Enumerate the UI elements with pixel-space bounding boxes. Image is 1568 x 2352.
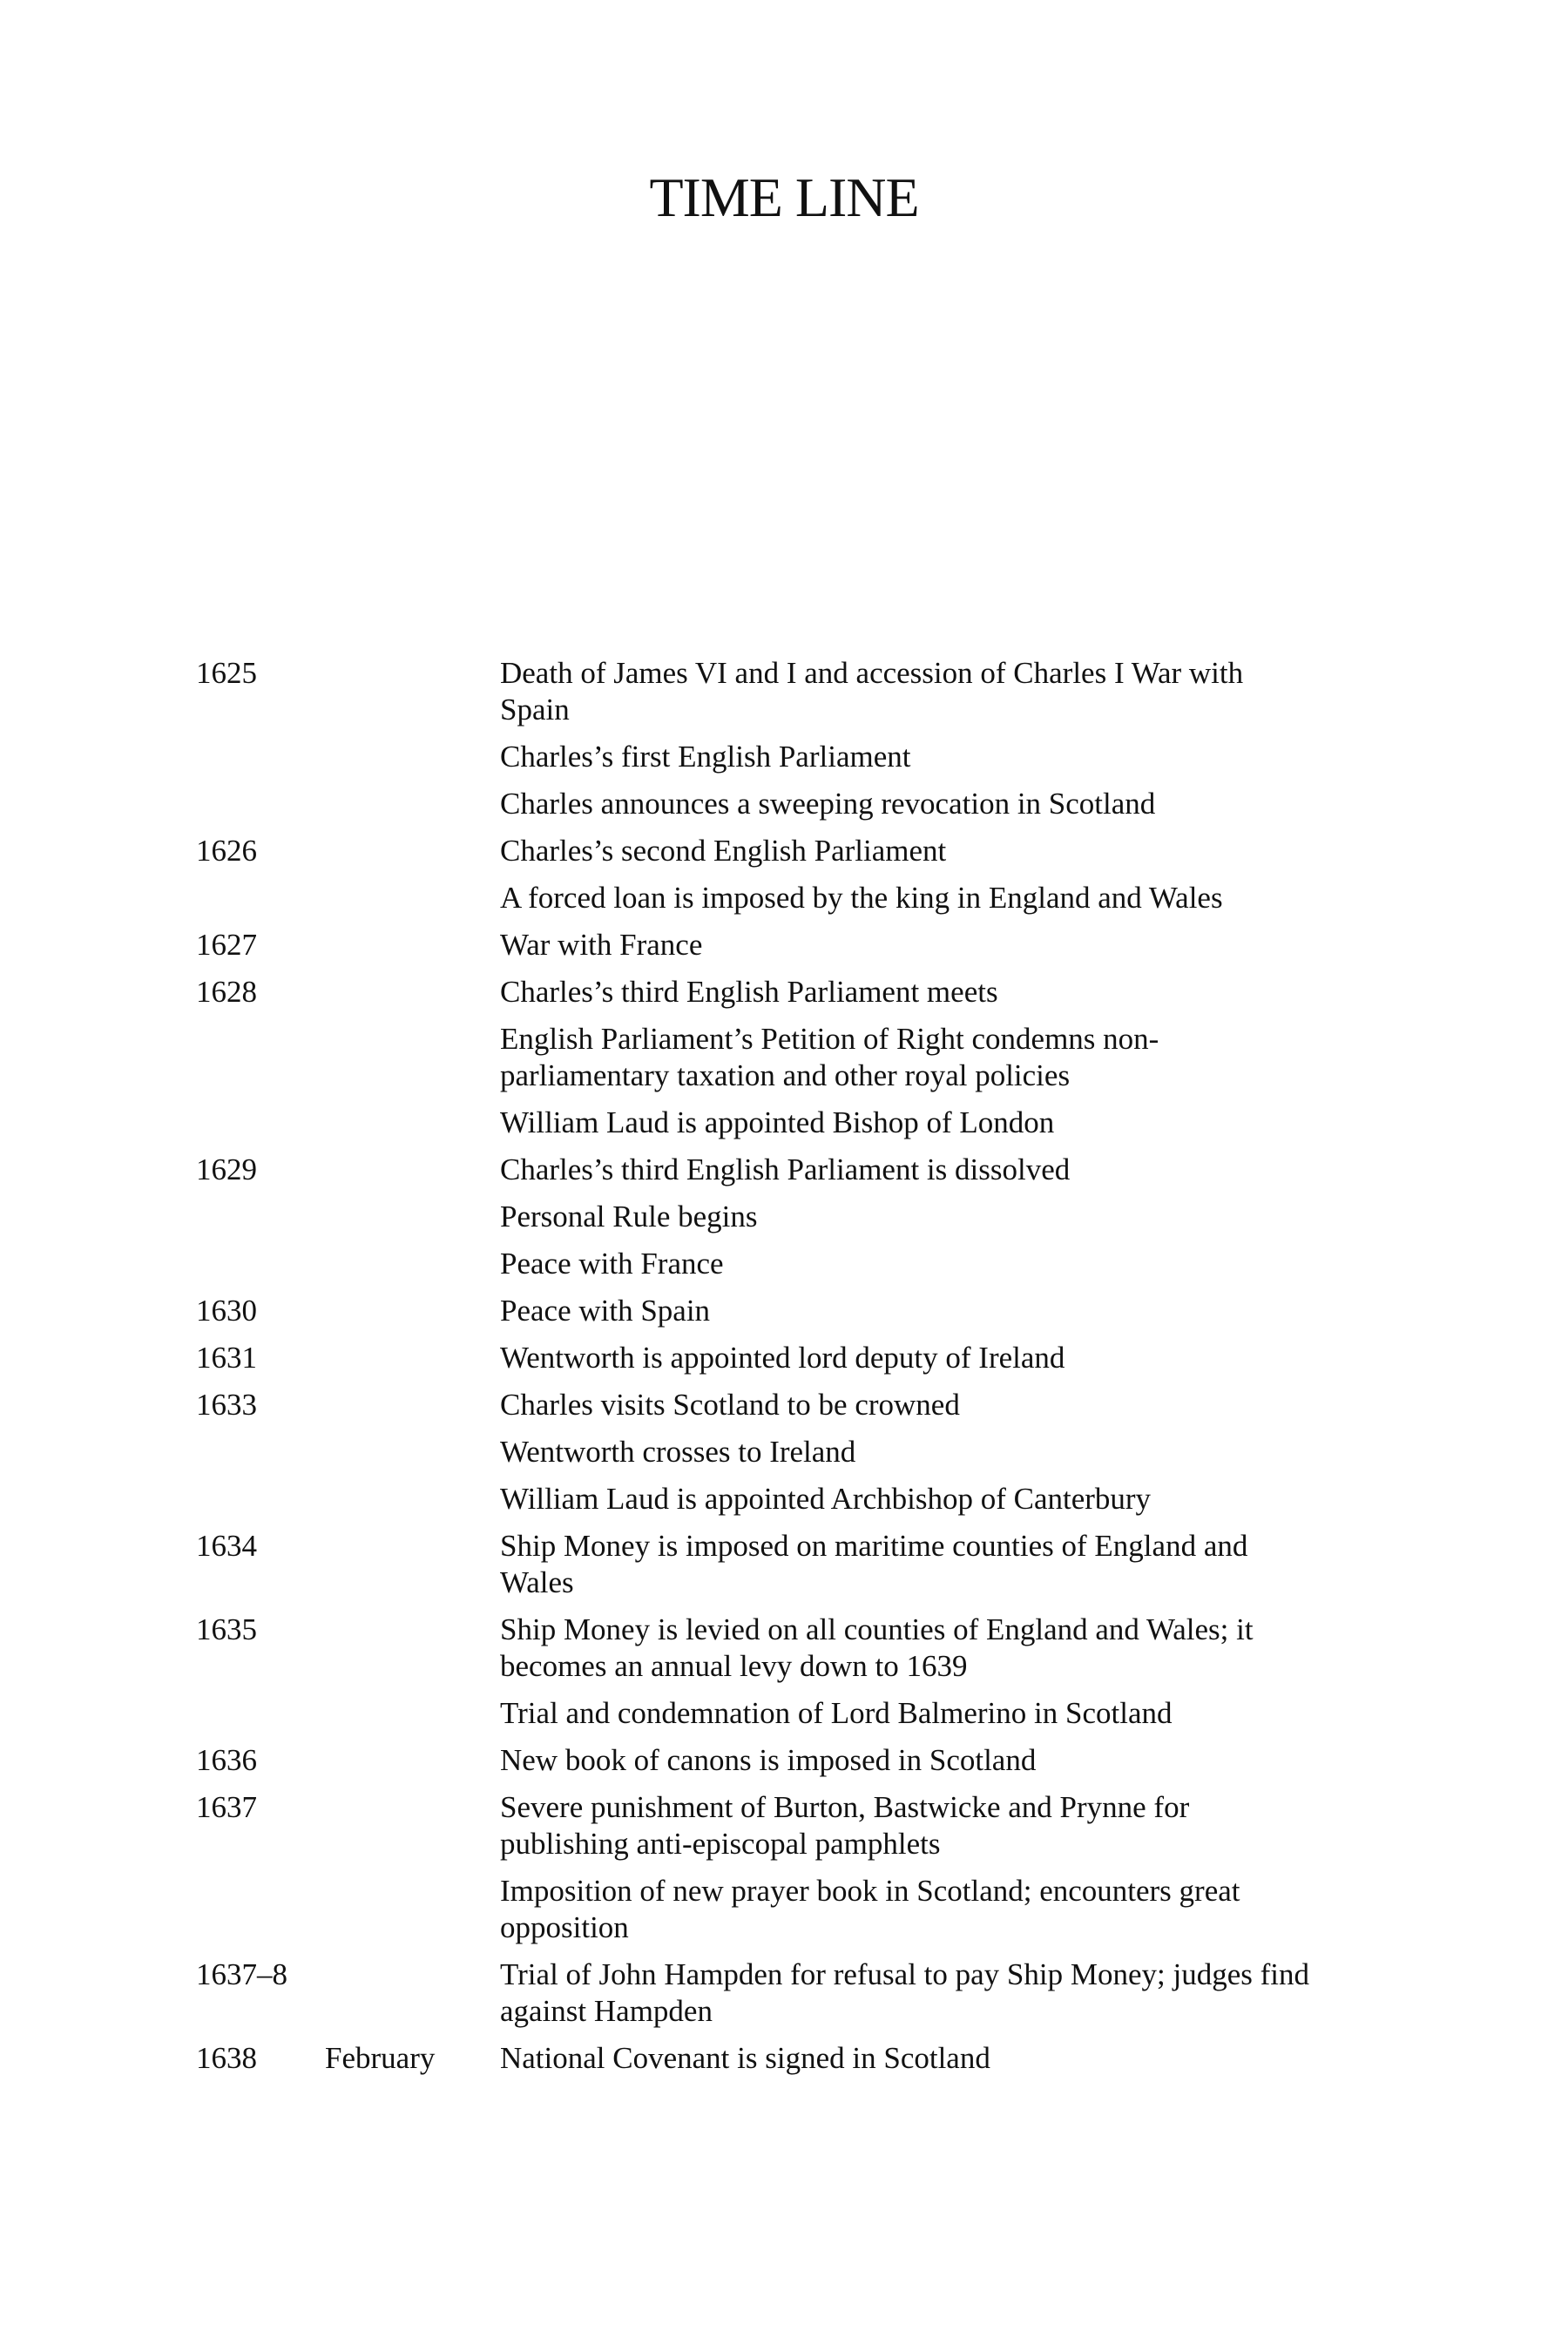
timeline-event: William Laud is appointed Bishop of London (500, 1105, 1055, 1139)
timeline-row (196, 1434, 1328, 1470)
timeline-event: Personal Rule begins (500, 1200, 758, 1233)
timeline-event: English Parliament’s Petition of Right condemns non-parliamentary taxation and other royal policies (500, 1022, 1159, 1092)
timeline-row (196, 1105, 1328, 1141)
timeline-event: Death of James VI and I and accession of Charles I War with Spain (500, 656, 1244, 727)
timeline-year: 1638 (196, 2041, 257, 2075)
timeline-event: Wentworth crosses to Ireland (500, 1435, 856, 1469)
timeline (196, 655, 1328, 2087)
timeline-row (196, 1789, 1328, 1862)
timeline-row (196, 1612, 1328, 1685)
timeline-row (196, 1957, 1328, 2030)
timeline-year: 1628 (196, 975, 257, 1009)
timeline-event: Charles’s second English Parliament (500, 834, 947, 868)
timeline-year: 1633 (196, 1388, 257, 1422)
timeline-row (196, 1293, 1328, 1329)
timeline-row (196, 927, 1328, 963)
timeline-year: 1630 (196, 1294, 257, 1328)
timeline-row (196, 974, 1328, 1010)
timeline-year: 1627 (196, 928, 257, 962)
timeline-year: 1625 (196, 656, 257, 690)
timeline-row (196, 833, 1328, 869)
timeline-row (196, 1246, 1328, 1282)
timeline-event: Charles’s third English Parliament is dissolved (500, 1152, 1071, 1186)
timeline-event: Ship Money is imposed on maritime counties of England and Wales (500, 1529, 1248, 1599)
timeline-row (196, 1152, 1328, 1188)
timeline-row (196, 1873, 1328, 1946)
timeline-year: 1637 (196, 1790, 257, 1824)
timeline-row (196, 1021, 1328, 1094)
timeline-row (196, 1695, 1328, 1732)
timeline-year: 1636 (196, 1743, 257, 1777)
timeline-row (196, 2040, 1328, 2077)
timeline-year: 1634 (196, 1529, 257, 1563)
timeline-event: Charles visits Scotland to be crowned (500, 1388, 960, 1422)
timeline-year: 1637–8 (196, 1957, 287, 1991)
timeline-event: A forced loan is imposed by the king in England and Wales (500, 881, 1223, 915)
timeline-year: 1626 (196, 834, 257, 868)
timeline-row (196, 655, 1328, 728)
timeline-year: 1631 (196, 1341, 257, 1375)
timeline-row (196, 880, 1328, 916)
timeline-row (196, 1742, 1328, 1779)
timeline-year: 1629 (196, 1152, 257, 1186)
timeline-event: Wentworth is appointed lord deputy of Ireland (500, 1341, 1065, 1375)
timeline-event: Charles announces a sweeping revocation in Scotland (500, 787, 1156, 821)
timeline-row (196, 739, 1328, 775)
timeline-event: National Covenant is signed in Scotland (500, 2041, 990, 2075)
timeline-event: New book of canons is imposed in Scotland (500, 1743, 1037, 1777)
timeline-event: Severe punishment of Burton, Bastwicke and Prynne for publishing anti-episcopal pamphlets (500, 1790, 1190, 1861)
timeline-event: War with France (500, 928, 703, 962)
timeline-event: Trial of John Hampden for refusal to pay Ship Money; judges find against Hampden (500, 1957, 1310, 2028)
timeline-row (196, 1199, 1328, 1235)
timeline-event: Charles’s third English Parliament meets (500, 975, 998, 1009)
page-title: TIME LINE (649, 166, 919, 228)
timeline-row (196, 1481, 1328, 1517)
timeline-row (196, 1340, 1328, 1376)
timeline-row (196, 1528, 1328, 1601)
timeline-row (196, 1387, 1328, 1423)
timeline-event: Peace with Spain (500, 1294, 711, 1328)
timeline-event: Charles’s first English Parliament (500, 740, 911, 774)
timeline-row (196, 786, 1328, 822)
timeline-event: Imposition of new prayer book in Scotland; encounters great opposition (500, 1874, 1240, 1944)
timeline-event: Trial and condemnation of Lord Balmerino in Scotland (500, 1696, 1173, 1730)
timeline-month: February (325, 2041, 436, 2075)
timeline-event: William Laud is appointed Archbishop of Canterbury (500, 1482, 1152, 1516)
timeline-year: 1635 (196, 1612, 257, 1646)
timeline-event: Ship Money is levied on all counties of England and Wales; it becomes an annual levy down to 1639 (500, 1612, 1254, 1683)
timeline-event: Peace with France (500, 1247, 724, 1281)
